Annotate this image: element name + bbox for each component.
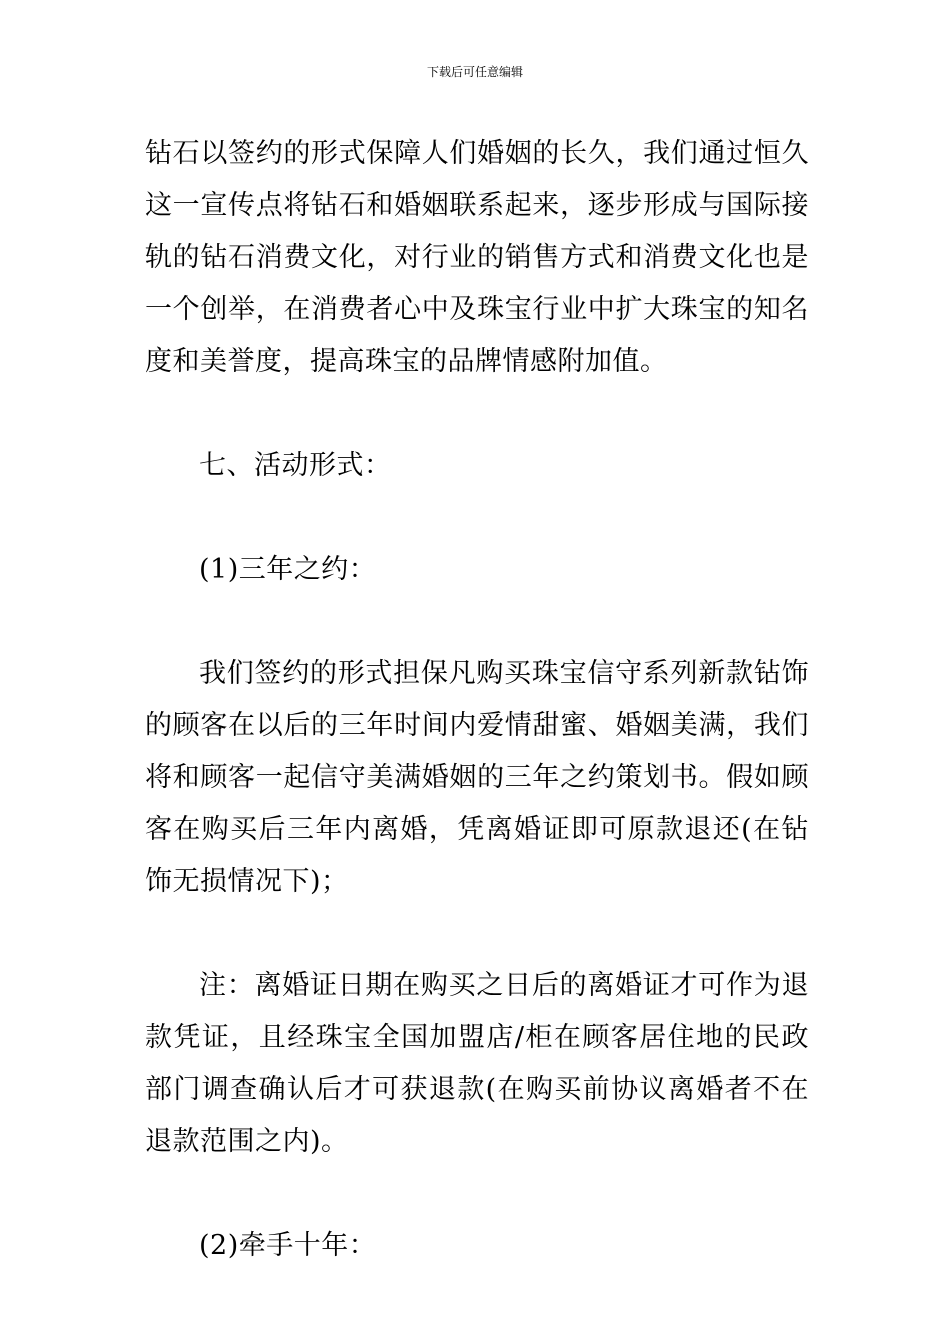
page-header-watermark: 下载后可任意编辑 (426, 65, 523, 79)
paragraph-brand-value: 钻石以签约的形式保障人们婚姻的长久，我们通过恒久这一宣传点将钻石和婚姻联系起来，逐步形成与国际接轨的钻石消费文化，对行业的销售方式和消费文化也是一个创举，在消费者心中及珠宝行业中扩大珠宝的知名度和美誉度，提高珠宝的品牌情感附加值。 (145, 138, 809, 377)
section-heading-activity-form: 七、活动形式： (199, 450, 392, 481)
paragraph-refund-note: 注：离婚证日期在购买之日后的离婚证才可作为退款凭证，且经珠宝全国加盟店/柜在顾客居住地的民政部门调查确认后才可获退款(在购买前协议离婚者不在退款范围之内)。 (145, 970, 809, 1157)
paragraph-three-year-promise: 我们签约的形式担保凡购买珠宝信守系列新款钻饰的顾客在以后的三年时间内爱情甜蜜、婚姻美满，我们将和顾客一起信守美满婚姻的三年之约策划书。假如顾客在购买后三年内离婚，凭离婚证即可原款退还(在钻饰无损情况下)； (145, 658, 809, 897)
document-body (145, 128, 809, 1272)
subheading-ten-years: (2)牵手十年： (199, 1230, 377, 1261)
subheading-three-year-promise: (1)三年之约： (199, 554, 377, 585)
